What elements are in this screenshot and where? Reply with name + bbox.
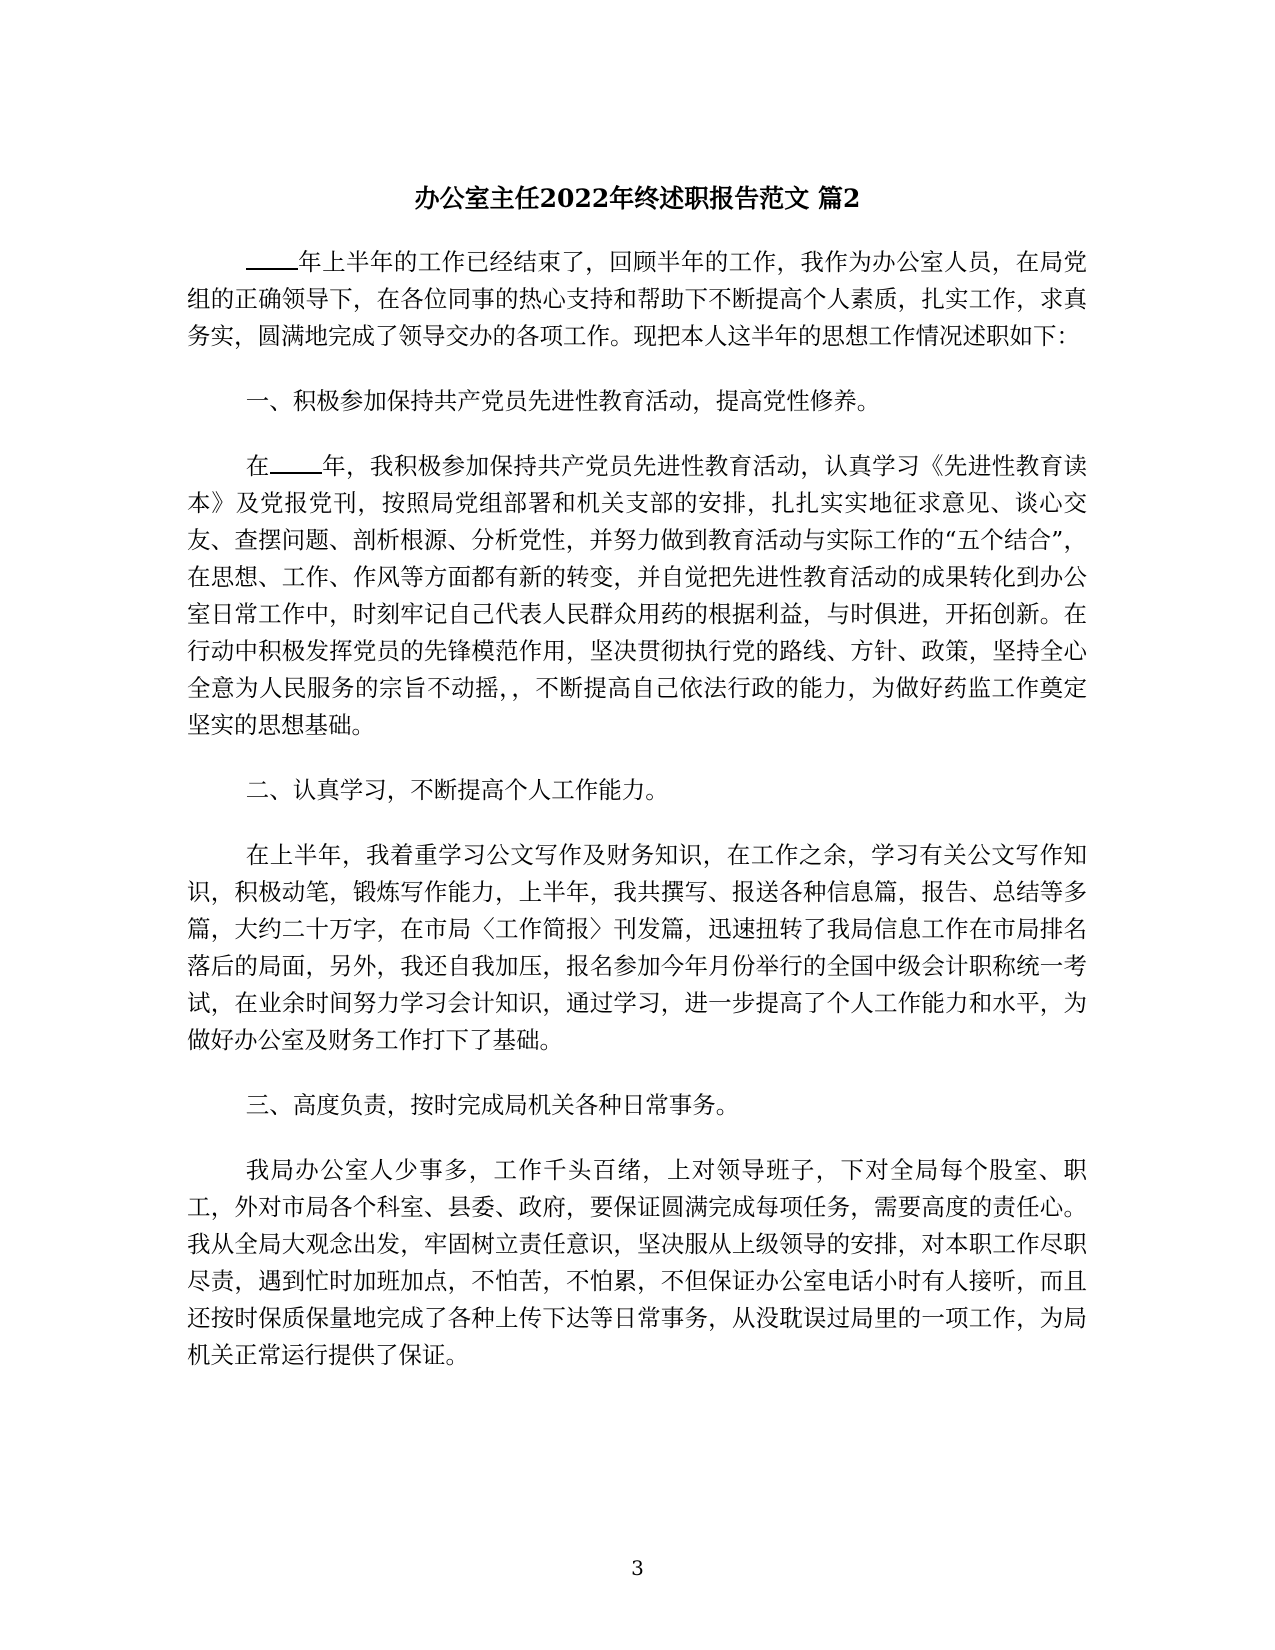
section-heading-1: 一、积极参加保持共产党员先进性教育活动，提高党性修养。 bbox=[245, 387, 881, 415]
paragraph-section-1-prefix: 在 bbox=[245, 452, 270, 480]
page-number: 3 bbox=[631, 1556, 644, 1580]
paragraph-section-2: 在上半年，我着重学习公文写作及财务知识，在工作之余，学习有关公文写作知识，积极动笔，锻炼写作能力，上半年，我共撰写、报送各种信息篇，报告、总结等多篇，大约二十万字，在市局〈工作简报〉刊发篇，迅速扭转了我局信息工作在市局排名落后的局面，另外，我还自我加压，报名参加今年月份举行的全国中级会计职称统一考试，在业余时间努力学习会计知识，通过学习，进一步提高了个人工作能力和水平，为做好办公室及财务工作打下了基础。 bbox=[187, 841, 1087, 1054]
section-heading-2: 二、认真学习，不断提高个人工作能力。 bbox=[245, 776, 669, 804]
paragraph-intro-text: 年上半年的工作已经结束了，回顾半年的工作，我作为办公室人员，在局党组的正确领导下，在各位同事的热心支持和帮助下不断提高个人素质，扎实工作，求真务实，圆满地完成了领导交办的各项工作。现把本人这半年的思想工作情况述职如下： bbox=[187, 248, 1087, 350]
fill-in-blank bbox=[270, 450, 322, 474]
paragraph-intro bbox=[187, 244, 1087, 355]
paragraph-section-1 bbox=[187, 448, 1087, 744]
document-body bbox=[187, 244, 1087, 1374]
paragraph-section-3: 我局办公室人少事多，工作千头百绪，上对领导班子，下对全局每个股室、职工，外对市局各个科室、县委、政府，要保证圆满完成每项任务，需要高度的责任心。我从全局大观念出发，牢固树立责任意识，坚决服从上级领导的安排，对本职工作尽职尽责，遇到忙时加班加点，不怕苦，不怕累，不但保证办公室电话小时有人接听，而且还按时保质保量地完成了各种上传下达等日常事务，从没耽误过局里的一项工作，为局机关正常运行提供了保证。 bbox=[187, 1156, 1087, 1369]
fill-in-blank bbox=[246, 246, 298, 270]
document-title: 办公室主任2022年终述职报告范文 篇2 bbox=[414, 184, 861, 213]
paragraph-section-1-text: 年，我积极参加保持共产党员先进性教育活动，认真学习《先进性教育读本》及党报党刊，按照局党组部署和机关支部的安排，扎扎实实地征求意见、谈心交友、查摆问题、剖析根源、分析党性，并努力做到教育活动与实际工作的“五个结合”，在思想、工作、作风等方面都有新的转变，并自觉把先进性教育活动的成果转化到办公室日常工作中，时刻牢记自己代表人民群众用药的根据利益，与时俱进，开拓创新。在行动中积极发挥党员的先锋模范作用，坚决贯彻执行党的路线、方针、政策，坚持全心全意为人民服务的宗旨不动摇，，不断提高自己依法行政的能力，为做好药监工作奠定坚实的思想基础。 bbox=[187, 452, 1088, 739]
section-heading-3: 三、高度负责，按时完成局机关各种日常事务。 bbox=[245, 1091, 740, 1119]
